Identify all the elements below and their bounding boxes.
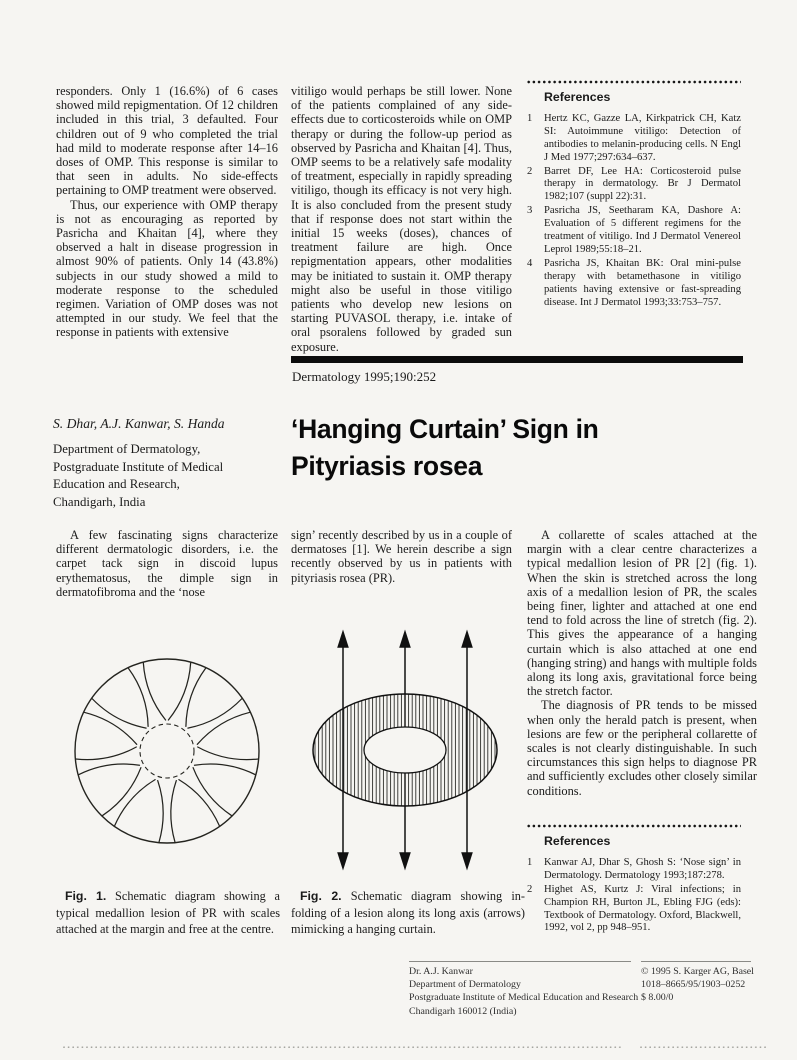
arrowhead-down-icon — [462, 853, 472, 868]
affiliation-block — [53, 441, 223, 511]
figure-1-caption — [56, 888, 280, 938]
bottom-perforation-dots — [63, 1046, 623, 1049]
reference-text: Highet AS, Kurtz J: Viral infections; in Champion RH, Burton JL, Ebling FJG (eds): Textbook of Dermatology. Oxford, Blackwell, 1992, vol 2, pp 948–951. — [544, 883, 741, 934]
reference-number: 2 — [527, 165, 533, 177]
correspondence-line: Postgraduate Institute of Medical Education and Research — [409, 992, 639, 1004]
figure-2-label: Fig. 2. — [300, 889, 342, 903]
correspondence-block — [409, 961, 639, 1018]
references-heading: References — [544, 834, 611, 848]
reference-item — [527, 113, 741, 165]
reference-text: Kanwar AJ, Dhar S, Ghosh S: ‘Nose sign’ in Dermatology. Dermatology 1993;187:278. — [544, 856, 741, 881]
reference-number: 1 — [527, 112, 533, 124]
article-column-3 — [527, 528, 757, 798]
affiliation-line: Postgraduate Institute of Medical — [53, 459, 224, 474]
arrowhead-up-icon — [462, 632, 472, 647]
references-box-2 — [527, 824, 741, 936]
prev-col2-paragraph: vitiligo would perhaps be still lower. None of the patients complained of any side-effects due to corticosteroids while on OMP therapy or during the follow-up period as observed by Pasricha and Khaitan [4]. Thus, OMP seems to be a relatively safe modality of treatment, especially in rapidly spreading vitiligo, though its efficacy is not very high. It is also concluded from the present study that if response does not start within the initial 15 weeks (doses), chances of treatment failure are high. Once repigmentation appears, other modalities may be initiated to sustain it. OMP therapy might also be useful in those vitiligo patients who develop new lesions on starting PUVASOL therapy, i.e. intake of oral psoralens followed by graded sun exposure. — [291, 84, 512, 354]
reference-item — [527, 258, 741, 310]
reference-number: 3 — [527, 205, 533, 217]
article-title-line-1: ‘Hanging Curtain’ Sign in — [291, 414, 599, 444]
dotted-rule — [527, 80, 741, 84]
article-col3-paragraph-1: A collarette of scales attached at the margin with a clear centre characterizes a typical medallion lesion of PR [2] (fig. 1). When the skin is stretched across the long axis of a medallion lesion of PR, the scales being finer, lighter and attached at one end tend to fold across the line of stretch (fig. 2). This gives the appearance of a hanging curtain which is also attached at one end (hanging string) and hangs with multiple folds along its long axis, gravitational force being the stretch factor. — [527, 528, 757, 699]
bottom-perforation-dots — [640, 1046, 768, 1049]
author-line: S. Dhar, A.J. Kanwar, S. Handa — [53, 416, 225, 431]
prev-article-column-1 — [56, 84, 278, 340]
copyright-line: 1018–8665/95/1903–0252 — [641, 979, 746, 991]
arrowhead-down-icon — [400, 853, 410, 868]
prev-article-column-2 — [291, 84, 512, 354]
references-box-1 — [527, 80, 741, 311]
arrowhead-up-icon — [400, 632, 410, 647]
reference-text: Hertz KC, Gazze LA, Kirkpatrick CH, Katz SI: Autoimmune vitiligo: Detection of antibodies to melanin-producing cells. N Engl J Med 1977;297:634–637. — [544, 112, 741, 163]
article-col1-paragraph: A few fascinating signs characterize different dermatologic disorders, i.e. the carpet tack sign in discoid lupus erythematosus, the dimple sign in dermatofibroma and the ‘nose — [56, 528, 278, 599]
reference-text: Barret DF, Lee HA: Corticosteroid pulse therapy in dermatology. Br J Dermatol 1982;107 (suppl 22):31. — [544, 165, 741, 203]
affiliation-line: Education and Research, — [53, 477, 180, 491]
affiliation-line: Chandigarh, India — [53, 494, 146, 509]
section-divider-bar — [291, 356, 743, 363]
reference-number: 2 — [527, 883, 533, 895]
figure-2-caption-text: Schematic diagram showing in-folding of a lesion along its long axis (arrows) mimicking a hanging curtain. — [291, 889, 525, 936]
arrowhead-up-icon — [338, 632, 348, 647]
correspondence-line: Department of Dermatology — [409, 979, 521, 991]
reference-item — [527, 884, 741, 936]
reference-item — [527, 857, 741, 883]
figure-2-hanging-curtain-diagram — [280, 625, 530, 875]
figure-1-label: Fig. 1. — [65, 889, 107, 903]
affiliation-line: Department of Dermatology, — [53, 442, 201, 456]
copyright-line: © 1995 S. Karger AG, Basel — [641, 966, 754, 977]
fig1-inner-dashed-circle — [140, 724, 194, 778]
copyright-block — [641, 961, 754, 1005]
copyright-line: $ 8.00/0 — [641, 992, 674, 1004]
journal-citation: Dermatology 1995;190:252 — [292, 369, 437, 384]
reference-number: 4 — [527, 257, 533, 269]
prev-col1-paragraph-2: Thus, our experience with OMP therapy is not as encouraging as reported by Pasricha and Khaitan [4], where they observed a halt in disease progression in almost 90% of patients. Only 14 (43.8%) subjects in our study showed a mild to moderate response to the scheduled regimen. Variation of OMP doses was not attempted in our study. We feel that the response in patients with extensive — [56, 197, 278, 340]
correspondence-line: Chandigarh 160012 (India) — [409, 1005, 517, 1017]
article-title — [291, 411, 761, 485]
figure-2-caption — [291, 888, 525, 938]
figure-1-caption-text: Schematic diagram showing a typical medallion lesion of PR with scales attached at the margin and free at the centre. — [56, 889, 280, 936]
article-col2-paragraph: sign’ recently described by us in a couple of dermatoses [1]. We herein describe a sign recently observed by us in patients with pityriasis rosea (PR). — [291, 528, 512, 585]
dotted-rule — [527, 824, 741, 828]
figure-1-medallion-diagram — [42, 626, 292, 876]
arrowhead-down-icon — [338, 853, 348, 868]
article-col3-paragraph-2: The diagnosis of PR tends to be missed when only the herald patch is present, when lesions are few or the peripheral collarette of scales is not clearly distinguishable. In such circumstances this sign helps to diagnose PR and sufficiently excludes other closely similar conditions. — [527, 698, 757, 798]
article-column-2 — [291, 528, 512, 585]
fig1-wedges — [76, 663, 258, 843]
references-heading: References — [544, 90, 611, 104]
article-column-1 — [56, 528, 278, 599]
prev-col1-paragraph-1: responders. Only 1 (16.6%) of 6 cases showed mild repigmentation. Of 12 children included in this trial, 3 defaulted. Four children out of 9 who completed the trial had mild to moderate response after 14–16 doses of OMP. This response is similar to that seen in adults. No side-effects pertaining to OMP treatment were observed. — [56, 84, 278, 198]
article-title-line-2: Pityriasis rosea — [291, 451, 483, 481]
fig2-inner-clear-ellipse — [364, 727, 446, 773]
reference-text: Pasricha JS, Seetharam KA, Dashore A: Evaluation of 5 different regimens for the treatment of vitiligo. Ind J Dermatol Venereol Leprol 1989;55:18–21. — [544, 205, 741, 255]
reference-text: Pasricha JS, Khaitan BK: Oral mini-pulse therapy with betamethasone in vitiligo patients having extensive or fast-spreading disease. Int J Dermatol 1993;33:753–757. — [544, 257, 741, 308]
reference-item — [527, 166, 741, 205]
reference-number: 1 — [527, 856, 533, 868]
reference-item — [527, 205, 741, 257]
correspondence-line: Dr. A.J. Kanwar — [409, 966, 473, 977]
